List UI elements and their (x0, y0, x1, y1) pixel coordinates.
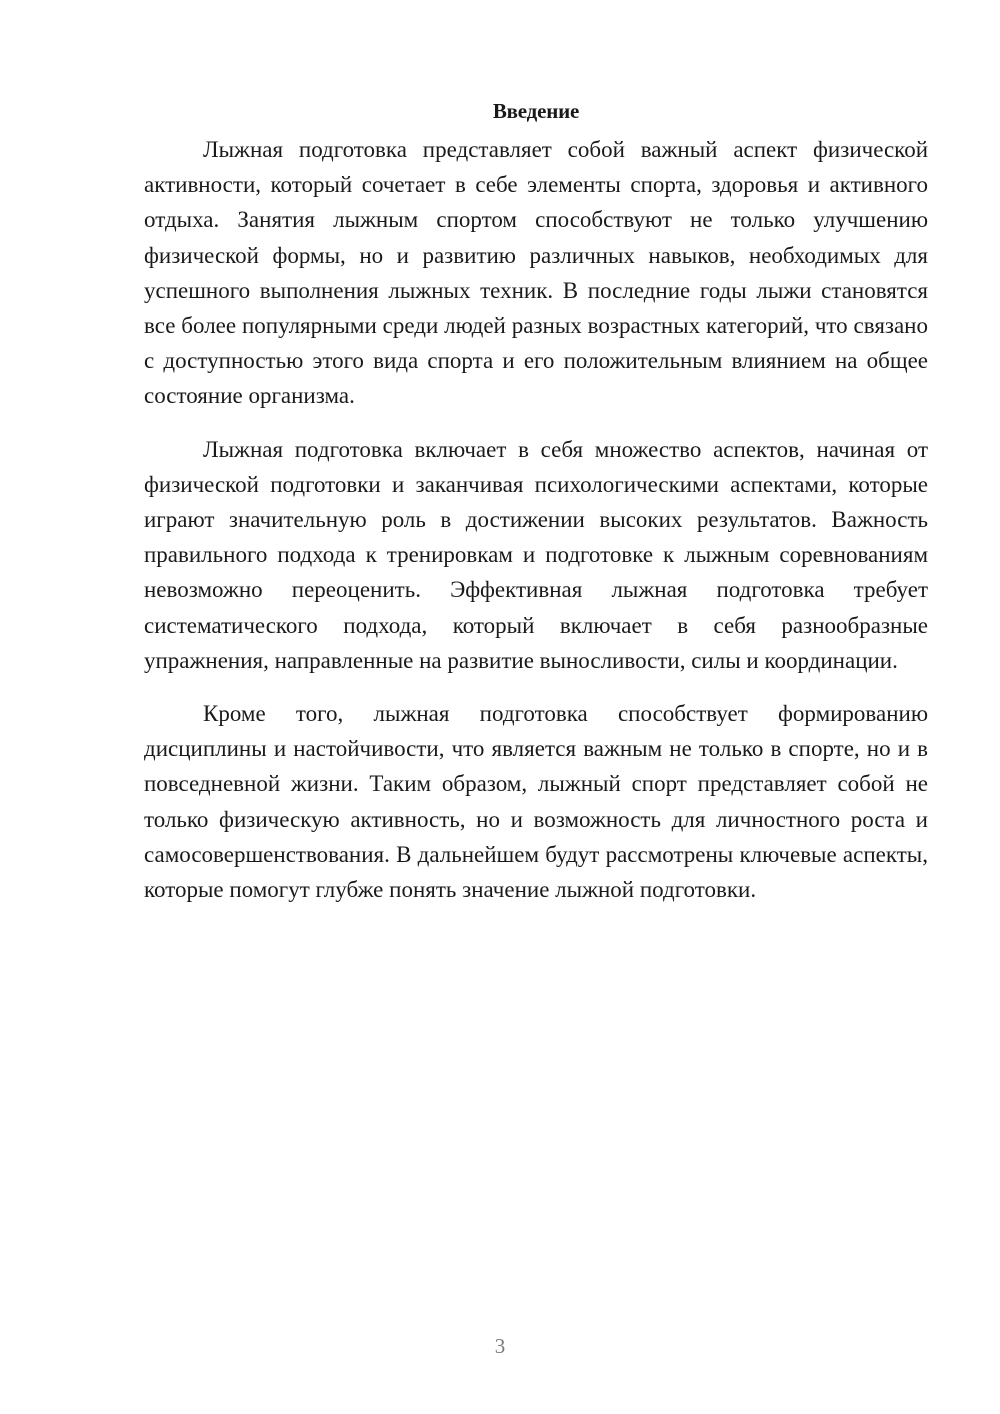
paragraph-2: Лыжная подготовка включает в себя множество аспектов, начиная от физической подготовки и заканчивая психологическими аспектами, которые играют значительную роль в достижении высоких результатов. Важность правильного подхода к тренировкам и подготовке к лыжным соревнованиям невозможно переоценить. Эффективная лыжная подготовка требует систематического подхода, который включает в себя разнообразные упражнения, направленные на развитие выносливости, силы и координации. (144, 436, 928, 673)
page-title: Введение (492, 99, 580, 123)
paragraph-1: Лыжная подготовка представляет собой важный аспект физической активности, который сочетает в себе элементы спорта, здоровья и активного отдыха. Занятия лыжным спортом способствуют не только улучшению физической формы, но и развитию различных навыков, необходимых для успешного выполнения лыжных техник. В последние годы лыжи становятся все более популярными среди людей разных возрастных категорий, что связано с доступностью этого вида спорта и его положительным влиянием на общее состояние организма. (144, 137, 928, 409)
page-number: 3 (494, 1334, 506, 1358)
paragraph-3: Кроме того, лыжная подготовка способствует формированию дисциплины и настойчивости, что является важным не только в спорте, но и в повседневной жизни. Таким образом, лыжный спорт представляет собой не только физическую активность, но и возможность для личностного роста и самосовершенствования. В дальнейшем будут рассмотрены ключевые аспекты, которые помогут глубже понять значение лыжной подготовки. (144, 701, 928, 903)
page-content (144, 96, 928, 925)
